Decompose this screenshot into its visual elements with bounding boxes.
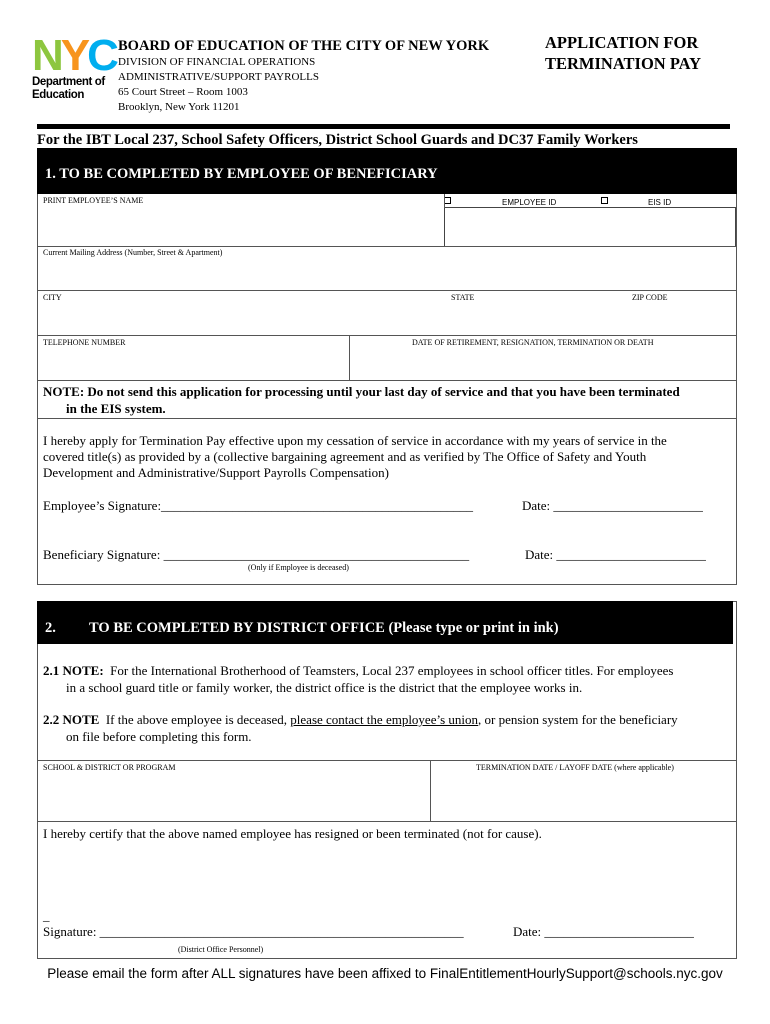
eis-id-label: EIS ID <box>648 198 672 207</box>
note-22-line1 <box>43 711 678 728</box>
logo-letter-c: C <box>87 31 116 80</box>
note-21-text: For the International Brotherhood of Teamsters, Local 237 employees in school officer titles. For employees <box>110 663 674 678</box>
note-line1: NOTE: Do not send this application for processing until your last day of service and that you have been terminated <box>43 384 680 399</box>
row-divider <box>37 760 737 761</box>
header-rule <box>37 124 730 129</box>
certify-text: I hereby certify that the above named employee has resigned or been terminated (not for cause). <box>43 826 542 841</box>
logo-dept-line2: Education <box>32 89 84 101</box>
row-divider <box>37 246 737 247</box>
section2-number: 2. <box>45 620 56 636</box>
phone-divider <box>349 335 350 380</box>
dash-mark: _ <box>43 908 50 923</box>
note-22-post: , or pension system for the beneficiary <box>478 712 678 727</box>
row-divider <box>37 418 737 419</box>
print-name-label: PRINT EMPLOYEE’S NAME <box>43 196 144 205</box>
logo-letter-n: N <box>32 31 61 80</box>
note-22-label: 2.2 NOTE <box>43 712 100 727</box>
org-name: BOARD OF EDUCATION OF THE CITY OF NEW YORK <box>118 38 490 54</box>
section2-heading <box>37 601 733 644</box>
apply-line3: Development and Administrative/Support Payrolls Compensation) <box>43 465 389 480</box>
row-divider <box>37 380 737 381</box>
note-line2: in the EIS system. <box>66 401 166 416</box>
form-subtitle: For the IBT Local 237, School Safety Officers, District School Guards and DC37 Family Workers <box>37 132 638 148</box>
beneficiary-note: (Only if Employee is deceased) <box>248 563 349 572</box>
nyc-doe-logo <box>32 31 116 110</box>
state-label: STATE <box>451 293 475 302</box>
district-signature-field[interactable]: Signature: ________________________________________________________ <box>43 924 464 939</box>
employee-date-field[interactable]: Date: _______________________ <box>522 498 703 513</box>
apply-line2: covered title(s) as provided by a (collective bargaining agreement and as verified by The Office of Safety and Youth <box>43 449 647 464</box>
employee-id-label: EMPLOYEE ID <box>502 198 557 207</box>
employee-signature-field[interactable]: Employee’s Signature:________________________________________________ <box>43 498 474 513</box>
union-contact-link[interactable]: please contact the employee’s union <box>290 712 479 727</box>
row-divider <box>37 290 737 291</box>
date-retirement-label: DATE OF RETIREMENT, RESIGNATION, TERMINATION OR DEATH <box>412 338 654 347</box>
eis-id-checkbox[interactable] <box>601 197 608 204</box>
telephone-label: TELEPHONE NUMBER <box>43 338 126 347</box>
logo-letter-y: Y <box>60 31 88 80</box>
logo-letters <box>32 31 116 80</box>
note-21-line1 <box>43 662 673 679</box>
logo-dept-line1: Department of <box>32 76 105 88</box>
zip-label: ZIP CODE <box>632 293 668 302</box>
city-label: CITY <box>43 293 62 302</box>
city-address: Brooklyn, New York 11201 <box>118 101 240 113</box>
district-sig-note: (District Office Personnel) <box>178 945 264 954</box>
form-title-line2: TERMINATION PAY <box>545 54 702 73</box>
employee-id-checkbox[interactable] <box>444 197 451 204</box>
section1-heading: 1. TO BE COMPLETED BY EMPLOYEE OF BENEFICIARY <box>37 148 737 194</box>
footer-email-note: Please email the form after ALL signatures have been affixed to FinalEntitlementHourlySupport@schools.nyc.gov <box>47 966 723 981</box>
mailing-address-label: Current Mailing Address (Number, Street & Apartment) <box>43 248 223 257</box>
school-district-label: SCHOOL & DISTRICT OR PROGRAM <box>43 763 176 772</box>
section2-box <box>37 601 737 959</box>
form-title-line1: APPLICATION FOR <box>545 33 699 52</box>
note-22-line2: on file before completing this form. <box>66 729 252 744</box>
form-title <box>545 32 701 74</box>
note-21-line2: in a school guard title or family worker, the district office is the district that the employee works in. <box>66 680 583 695</box>
beneficiary-date-field[interactable]: Date: _______________________ <box>525 547 706 562</box>
note-21-label: 2.1 NOTE: <box>43 663 104 678</box>
note-22-pre: If the above employee is deceased, <box>105 712 288 727</box>
school-divider <box>430 760 431 821</box>
id-entry-box[interactable] <box>444 207 736 247</box>
district-date-field[interactable]: Date: _______________________ <box>513 924 694 939</box>
apply-line1: I hereby apply for Termination Pay effective upon my cessation of service in accordance with my years of service in the <box>43 433 667 448</box>
beneficiary-signature-field[interactable]: Beneficiary Signature: _______________________________________________ <box>43 547 470 562</box>
row-divider <box>37 821 737 822</box>
row-divider <box>37 335 737 336</box>
division-name: DIVISION OF FINANCIAL OPERATIONS <box>118 56 316 68</box>
unit-name: ADMINISTRATIVE/SUPPORT PAYROLLS <box>118 71 319 83</box>
termination-date-label: TERMINATION DATE / LAYOFF DATE (where applicable) <box>476 763 674 772</box>
street-address: 65 Court Street – Room 1003 <box>118 86 248 98</box>
section2-heading-text: TO BE COMPLETED BY DISTRICT OFFICE (Please type or print in ink) <box>89 620 559 636</box>
id-divider <box>444 194 445 208</box>
